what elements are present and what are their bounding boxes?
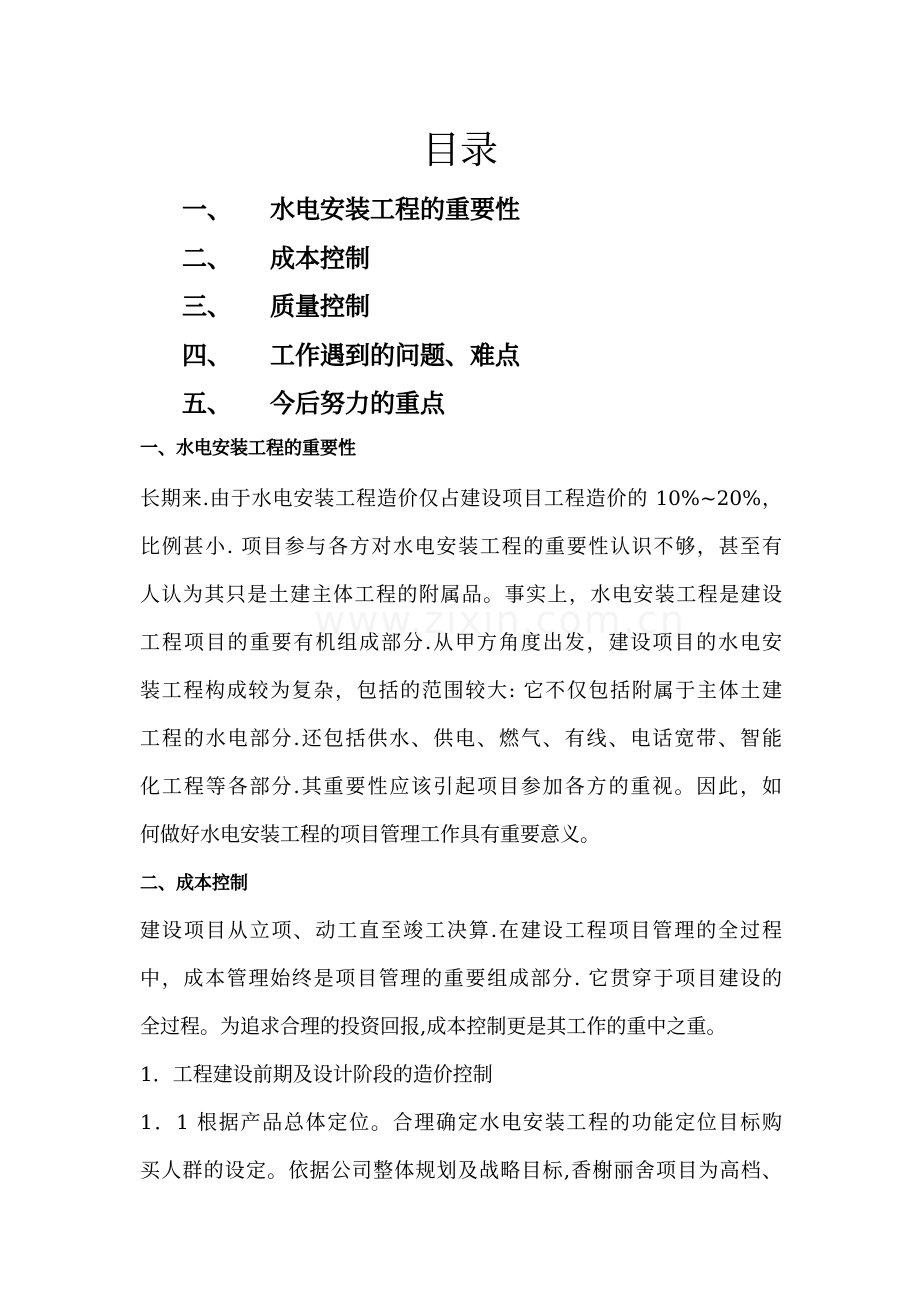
toc-item-number: 五、	[182, 389, 233, 418]
paragraph-line: 比例甚小. 项目参与各方对水电安装工程的重要性认识不够，甚至有	[140, 534, 782, 558]
section-heading-importance: 一、水电安装工程的重要性	[140, 438, 356, 459]
toc-item-number: 四、	[182, 340, 233, 370]
paragraph-line: 工程的水电部分.还包括供水、供电、燃气、有线、电话宽带、智能	[140, 726, 782, 750]
toc-item-number: 二、	[182, 243, 233, 273]
toc-item-number: 三、	[182, 292, 233, 321]
toc-item-number: 一、	[182, 195, 233, 224]
section-body-importance	[140, 474, 782, 858]
paragraph-line: 中，成本管理始终是项目管理的重要组成部分. 它贯穿于项目建设的	[140, 966, 782, 990]
toc-item-label: 今后努力的重点	[270, 389, 446, 418]
toc-item[interactable]	[182, 283, 520, 332]
toc-item[interactable]	[182, 186, 520, 235]
toc-item[interactable]	[182, 332, 520, 381]
paragraph-line: 1．工程建设前期及设计阶段的造价控制	[140, 1062, 493, 1086]
toc-item[interactable]	[182, 235, 520, 284]
watermark: www.zixin.com.cn	[314, 598, 686, 642]
paragraph-line: 全过程。为追求合理的投资回报,成本控制更是其工作的重中之重。	[140, 1014, 727, 1038]
toc-item-label: 质量控制	[270, 292, 371, 321]
paragraph-line: 长期来.由于水电安装工程造价仅占建设项目工程造价的 10%~20%，	[140, 486, 782, 510]
paragraph-line: 装工程构成较为复杂，包括的范围较大: 它不仅包括附属于主体土建	[140, 678, 782, 702]
paragraph-line: 何做好水电安装工程的项目管理工作具有重要意义。	[140, 822, 600, 846]
toc-title: 目录	[421, 128, 498, 172]
toc-item-label: 工作遇到的问题、难点	[270, 340, 521, 370]
paragraph-line: 人认为其只是土建主体工程的附属品。事实上，水电安装工程是建设	[140, 582, 782, 606]
paragraph-line: 建设项目从立项、动工直至竣工决算.在建设工程项目管理的全过程	[140, 918, 782, 942]
paragraph-line: 1．1 根据产品总体定位。合理确定水电安装工程的功能定位目标购	[140, 1110, 782, 1134]
section-body-cost-control	[140, 906, 782, 1194]
toc-item-label: 成本控制	[270, 243, 371, 273]
toc-item[interactable]	[182, 380, 520, 429]
paragraph-line: 买人群的设定。依据公司整体规划及战略目标,香榭丽舍项目为高档、	[140, 1158, 782, 1182]
section-heading-cost-control: 二、成本控制	[140, 873, 248, 894]
paragraph-line: 化工程等各部分.其重要性应该引起项目参加各方的重视。因此，如	[140, 774, 782, 798]
table-of-contents	[182, 186, 520, 429]
toc-item-label: 水电安装工程的重要性	[270, 195, 521, 224]
paragraph-line: 工程项目的重要有机组成部分.从甲方角度出发，建设项目的水电安	[140, 630, 782, 654]
